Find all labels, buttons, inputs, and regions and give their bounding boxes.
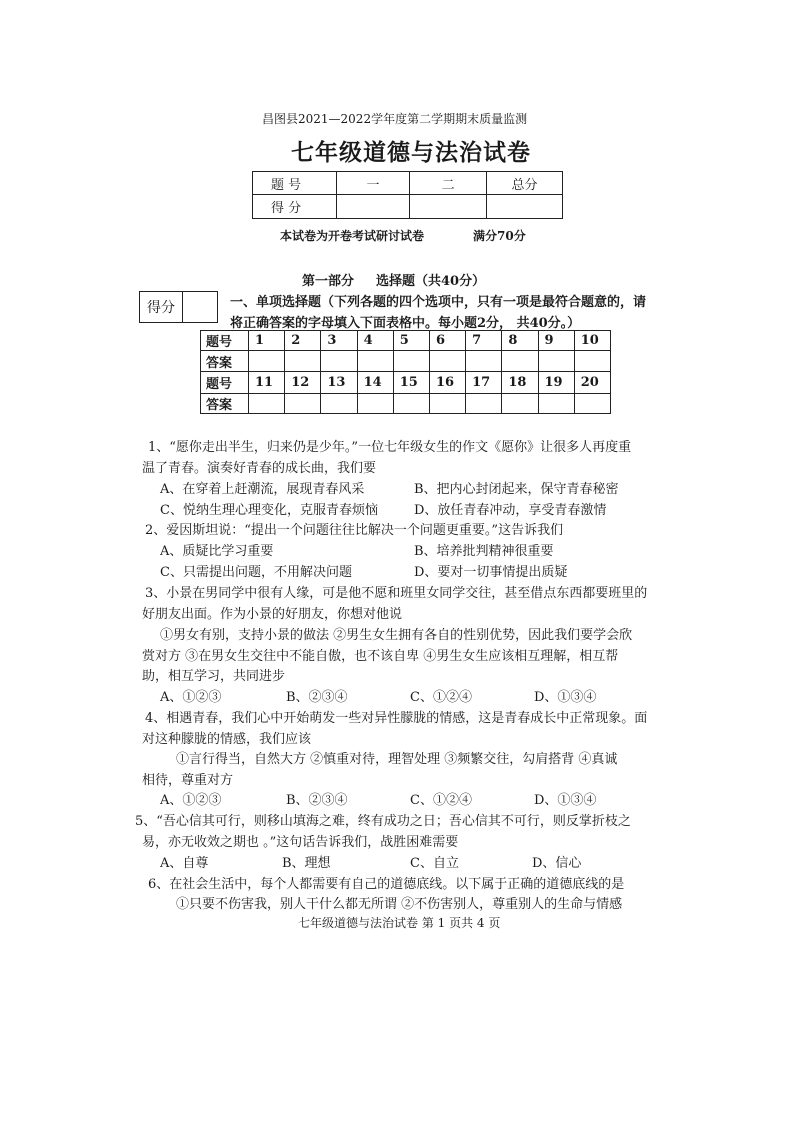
answer-cell — [574, 394, 610, 414]
answer-cell — [538, 394, 574, 414]
answer-grid-label: 答案 — [201, 394, 249, 414]
question-1-line: 温了青春。演奏好青春的成长曲，我们要 — [142, 461, 377, 476]
answer-cell — [466, 394, 502, 414]
question-number: 19 — [538, 372, 574, 394]
answer-cell — [538, 351, 574, 372]
question-6-line: 6、在社会生活中，每个人都需要有自己的道德底线。以下属于正确的道德底线的是 — [148, 877, 625, 892]
question-5-choice: C、自立 — [410, 856, 459, 871]
question-number: 3 — [321, 331, 357, 351]
question-number: 14 — [357, 372, 393, 394]
question-3-line: 好朋友出面。作为小景的好朋友，你想对他说 — [142, 607, 403, 622]
question-3-statement: ①男女有别，支持小景的做法 ②男生女生拥有各自的性别优势，因此我们要学会欣 — [160, 628, 633, 643]
question-number: 13 — [321, 372, 357, 394]
question-number: 4 — [357, 331, 393, 351]
answer-grid-label: 题号 — [201, 372, 249, 394]
question-4-choice: A、①②③ — [160, 793, 222, 808]
answer-cell — [321, 394, 357, 414]
question-5-line: 5、“吾心信其可行，则移山填海之难，终有成功之日；吾心信其不可行，则反掌折枝之 — [135, 814, 631, 829]
question-3-line: 3、小景在男同学中很有人缘，可是他不愿和班里女同学交往，甚至借点东西都要班里的 — [145, 586, 648, 601]
question-number: 6 — [429, 331, 465, 351]
answer-cell — [357, 394, 393, 414]
question-1-line: 1、“愿你走出半生，归来仍是少年。”一位七年级女生的作文《愿你》让很多人再度重 — [148, 440, 632, 455]
answer-cell — [502, 351, 538, 372]
question-1-option: C、悦纳生理心理变化，克服青春烦恼 — [160, 503, 378, 518]
question-2-option: A、质疑比学习重要 — [160, 544, 274, 559]
question-number: 7 — [466, 331, 502, 351]
question-1-option: D、放任青春冲动，享受青春激情 — [414, 503, 607, 518]
question-5-line: 易，亦无收效之期也 。”这句话告诉我们，战胜困难需要 — [142, 835, 459, 850]
question-3-statement: 助，相互学习，共同进步 — [142, 669, 286, 684]
score-input-cell — [487, 195, 563, 219]
score-table-cell: 总分 — [487, 172, 563, 195]
question-4-statement: ①言行得当，自然大方 ②慎重对待，理智处理 ③频繁交往，勾肩搭背 ④真诚 — [176, 752, 618, 767]
exam-subtitle: 昌图县2021—2022学年度第二学期期末质量监测 — [262, 112, 528, 126]
question-number: 18 — [502, 372, 538, 394]
instruction-line-2: 将正确答案的字母填入下面表格中。每小题2分， 共40分。） — [230, 316, 581, 331]
question-1-option: B、把内心封闭起来，保守青春秘密 — [414, 482, 619, 497]
score-label: 得分 — [140, 292, 183, 322]
question-number: 2 — [285, 331, 321, 351]
answer-cell — [357, 351, 393, 372]
question-number: 20 — [574, 372, 610, 394]
question-4-line: 4、相遇青春，我们心中开始萌发一些对异性朦胧的情感，这是青春成长中正常现象。面 — [145, 711, 648, 726]
question-3-choice: B、②③④ — [286, 690, 348, 705]
score-table-cell: 一 — [336, 172, 409, 195]
section-score-box — [139, 291, 218, 323]
answer-cell — [285, 351, 321, 372]
question-4-choice: C、①②④ — [410, 793, 472, 808]
answer-cell — [393, 351, 429, 372]
answer-cell — [502, 394, 538, 414]
question-1-option: A、在穿着上赶潮流，展现青春风采 — [160, 482, 365, 497]
question-2-line: 2、爱因斯坦说：“提出一个问题往往比解决一个问题更重要。”这告诉我们 — [145, 523, 564, 538]
question-number: 8 — [502, 331, 538, 351]
question-3-choice: A、①②③ — [160, 690, 222, 705]
score-table-cell: 二 — [410, 172, 487, 195]
question-number: 11 — [249, 372, 285, 394]
answer-cell — [466, 351, 502, 372]
question-number: 16 — [429, 372, 465, 394]
answer-cell — [429, 394, 465, 414]
score-input-cell — [410, 195, 487, 219]
question-number: 1 — [249, 331, 285, 351]
full-marks: 满分70分 — [473, 229, 526, 243]
question-5-choice: B、理想 — [282, 856, 331, 871]
question-4-statement: 相待，尊重对方 — [142, 773, 234, 788]
answer-cell — [321, 351, 357, 372]
question-5-choice: A、自尊 — [160, 856, 209, 871]
part1-heading: 第一部分 — [302, 274, 355, 289]
answer-cell — [574, 351, 610, 372]
exam-title: 七年级道德与法治试卷 — [291, 139, 531, 166]
question-3-statement: 赏对方 ③在男女生交往中不能自傲，也不该自卑 ④男生女生应该相互理解，相互帮 — [142, 649, 619, 664]
question-4-choice: D、①③④ — [534, 793, 597, 808]
page-footer: 七年级道德与法治试卷 第 1 页共 4 页 — [298, 916, 501, 930]
question-number: 17 — [466, 372, 502, 394]
answer-cell — [285, 394, 321, 414]
score-table-cell: 题 号 — [253, 172, 337, 195]
score-input-cell — [336, 195, 409, 219]
answer-cell — [393, 394, 429, 414]
answer-grid-label: 题号 — [201, 331, 249, 351]
question-number: 10 — [574, 331, 610, 351]
question-number: 12 — [285, 372, 321, 394]
question-6-statement: ①只要不伤害我，别人干什么都无所谓 ②不伤害别人，尊重别人的生命与情感 — [176, 897, 623, 912]
question-number: 9 — [538, 331, 574, 351]
question-3-choice: C、①②④ — [410, 690, 472, 705]
answer-cell — [429, 351, 465, 372]
part1-heading-tail: 选择题（共40分） — [376, 274, 486, 289]
answer-cell — [249, 394, 285, 414]
answer-grid — [200, 330, 611, 414]
question-4-choice: B、②③④ — [286, 793, 348, 808]
question-4-line: 对这种朦胧的情感，我们应该 — [142, 732, 312, 747]
score-summary-table — [252, 171, 563, 219]
answer-grid-label: 答案 — [201, 351, 249, 372]
question-2-option: B、培养批判精神很重要 — [414, 544, 554, 559]
instruction-line-1: 一、单项选择题（下列各题的四个选项中，只有一项是最符合题意的，请 — [230, 295, 647, 310]
question-2-option: D、要对一切事情提出质疑 — [414, 565, 568, 580]
question-2-option: C、只需提出问题，不用解决问题 — [160, 565, 352, 580]
question-number: 5 — [393, 331, 429, 351]
question-number: 15 — [393, 372, 429, 394]
question-3-choice: D、①③④ — [534, 690, 597, 705]
score-table-cell: 得 分 — [253, 195, 337, 219]
question-5-choice: D、信心 — [532, 856, 582, 871]
answer-cell — [249, 351, 285, 372]
exam-note: 本试卷为开卷考试研讨试卷 — [280, 229, 425, 243]
